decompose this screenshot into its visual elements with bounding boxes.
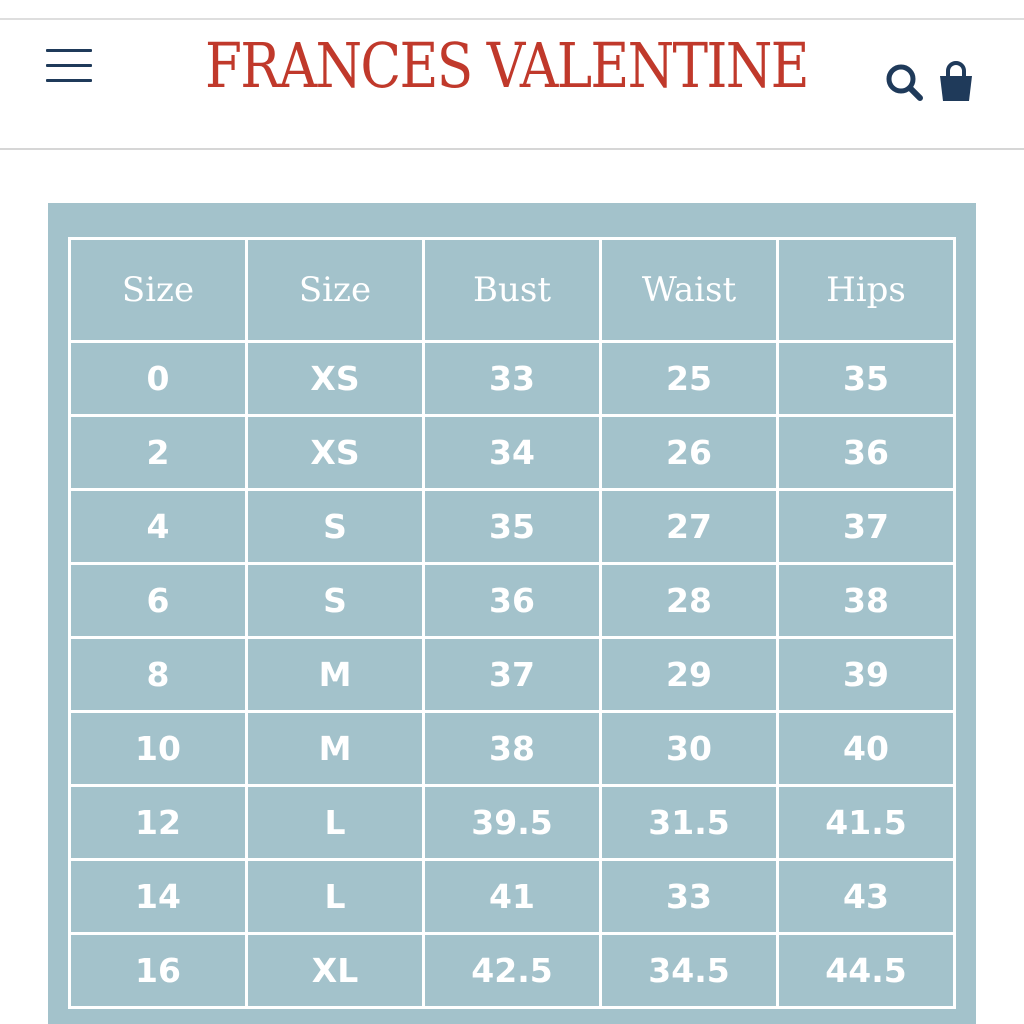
cell-size-letter: XS [247, 416, 424, 490]
header-bust: Bust [424, 239, 601, 342]
cell-bust: 39.5 [424, 786, 601, 860]
cell-waist: 26 [601, 416, 778, 490]
cell-waist: 29 [601, 638, 778, 712]
search-icon [882, 60, 926, 104]
cell-size-letter: S [247, 564, 424, 638]
table-row [70, 490, 955, 564]
cell-hips: 41.5 [778, 786, 955, 860]
cell-size-numeric: 16 [70, 934, 247, 1008]
cell-bust: 34 [424, 416, 601, 490]
shopping-bag-icon [934, 60, 978, 104]
cell-size-numeric: 8 [70, 638, 247, 712]
cell-size-letter: L [247, 860, 424, 934]
table-row [70, 342, 955, 416]
cell-bust: 41 [424, 860, 601, 934]
cell-bust: 42.5 [424, 934, 601, 1008]
header-divider [0, 148, 1024, 150]
cell-size-numeric: 2 [70, 416, 247, 490]
cell-size-letter: XS [247, 342, 424, 416]
search-button[interactable] [882, 60, 926, 104]
cell-waist: 34.5 [601, 934, 778, 1008]
menu-button[interactable] [46, 46, 94, 86]
cell-hips: 36 [778, 416, 955, 490]
cell-size-letter: S [247, 490, 424, 564]
cell-size-numeric: 10 [70, 712, 247, 786]
cell-waist: 28 [601, 564, 778, 638]
cell-waist: 27 [601, 490, 778, 564]
size-chart-table [68, 237, 956, 1009]
table-row [70, 638, 955, 712]
cell-size-numeric: 0 [70, 342, 247, 416]
table-row [70, 564, 955, 638]
cell-bust: 35 [424, 490, 601, 564]
header-size-letter: Size [247, 239, 424, 342]
cell-hips: 40 [778, 712, 955, 786]
bag-button[interactable] [934, 60, 978, 104]
header-hips: Hips [778, 239, 955, 342]
table-row [70, 860, 955, 934]
size-chart-header-row [70, 239, 955, 342]
header-waist: Waist [601, 239, 778, 342]
cell-hips: 44.5 [778, 934, 955, 1008]
cell-size-letter: M [247, 638, 424, 712]
cell-bust: 37 [424, 638, 601, 712]
table-row [70, 712, 955, 786]
cell-hips: 43 [778, 860, 955, 934]
cell-hips: 39 [778, 638, 955, 712]
cell-hips: 35 [778, 342, 955, 416]
cell-hips: 38 [778, 564, 955, 638]
table-row [70, 786, 955, 860]
cell-bust: 36 [424, 564, 601, 638]
cell-size-numeric: 4 [70, 490, 247, 564]
brand-logo[interactable]: FRANCES VALENTINE [205, 29, 808, 102]
cell-waist: 31.5 [601, 786, 778, 860]
cell-hips: 37 [778, 490, 955, 564]
header-size-numeric: Size [70, 239, 247, 342]
cell-size-numeric: 6 [70, 564, 247, 638]
cell-size-numeric: 12 [70, 786, 247, 860]
table-row [70, 416, 955, 490]
table-row [70, 934, 955, 1008]
cell-waist: 30 [601, 712, 778, 786]
cell-waist: 33 [601, 860, 778, 934]
cell-size-letter: M [247, 712, 424, 786]
cell-size-numeric: 14 [70, 860, 247, 934]
cell-size-letter: XL [247, 934, 424, 1008]
cell-bust: 33 [424, 342, 601, 416]
cell-bust: 38 [424, 712, 601, 786]
cell-size-letter: L [247, 786, 424, 860]
cell-waist: 25 [601, 342, 778, 416]
